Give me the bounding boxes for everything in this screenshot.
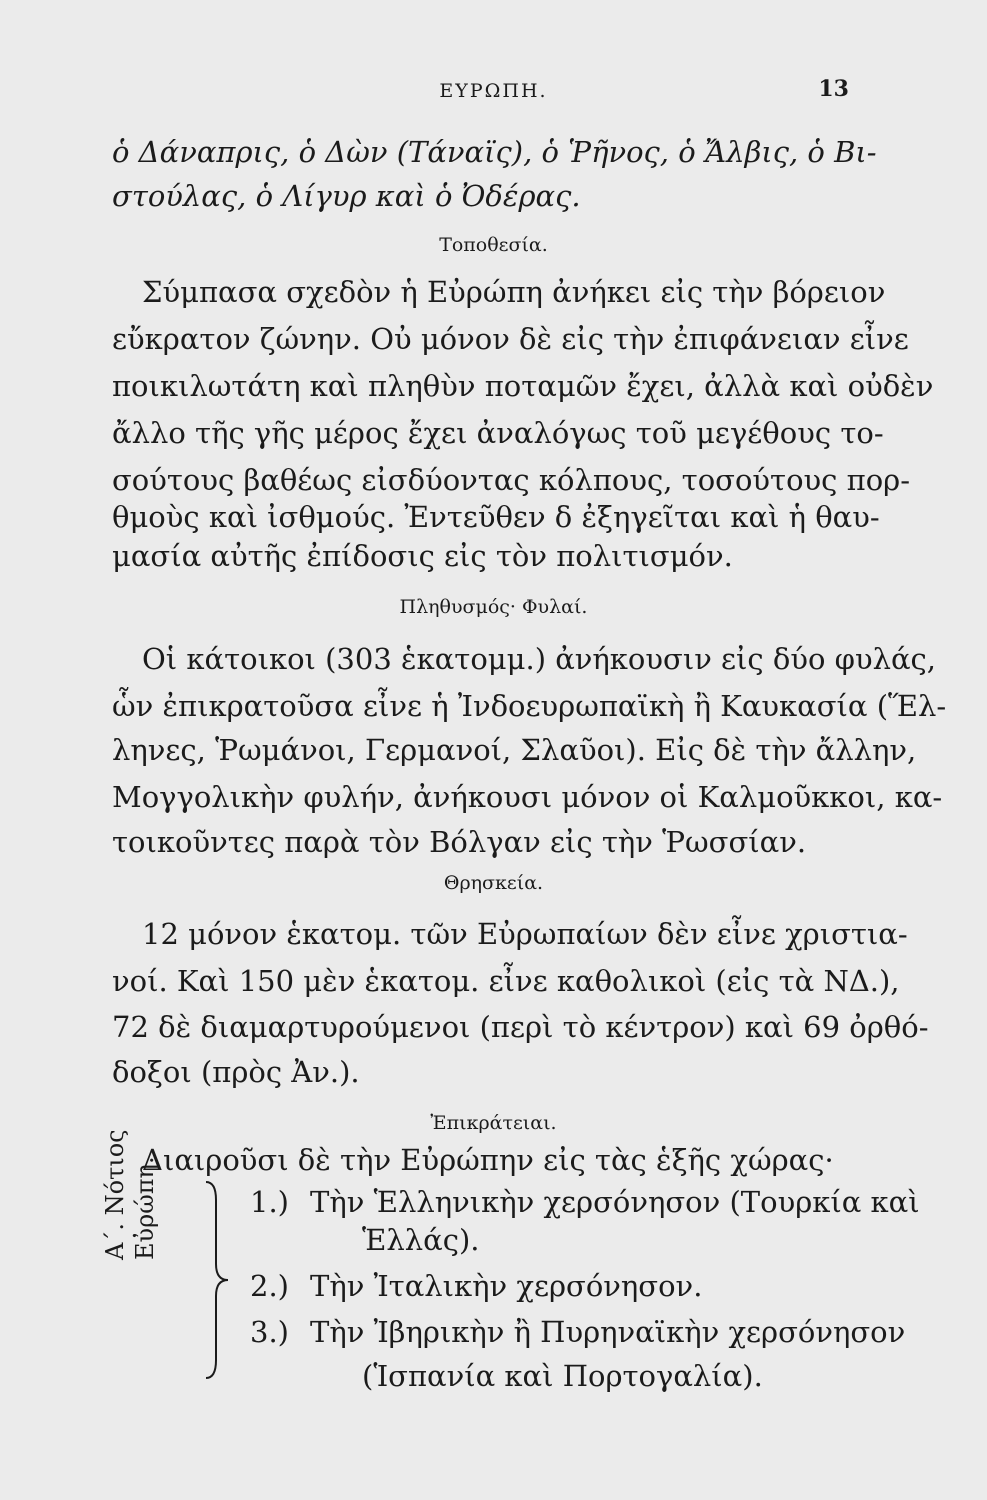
side-label-south-europe	[100, 1040, 160, 1260]
list-item-number: 2.)	[250, 1269, 289, 1303]
text-line: ληνες, Ῥωμάνοι, Γερμανοί, Σλαῦοι). Εἰς δὲ τὴν ἄλλην,	[112, 733, 917, 767]
text-line: 72 δὲ διαμαρτυρούμενοι (περὶ τὸ κέντρον) καὶ 69 ὀρθό-	[112, 1010, 929, 1044]
list-item-number: 3.)	[250, 1315, 289, 1349]
text-line: τοικοῦντες παρὰ τὸν Βόλγαν εἰς τὴν Ῥωσσίαν.	[112, 825, 807, 859]
text-line: Σύμπασα σχεδὸν ἡ Εὐρώπη ἀνήκει εἰς τὴν βόρειον	[142, 275, 886, 309]
list-item-text: Τὴν Ἰβηρικὴν ἢ Πυρηναϊκὴν χερσόνησον	[310, 1315, 906, 1349]
list-item-number: 1.)	[250, 1185, 289, 1219]
text-line: Οἱ κάτοικοι (303 ἑκατομμ.) ἀνήκουσιν εἰς δύο φυλάς,	[142, 642, 937, 676]
running-head: ΕΥΡΩΠΗ.	[439, 80, 548, 102]
section-heading-epikrateiai: Ἐπικράτειαι.	[430, 1112, 557, 1134]
list-item-continuation: (Ἱσπανία καὶ Πορτογαλία).	[362, 1359, 763, 1393]
text-line: ποικιλωτάτη καὶ πληθὺν ποταμῶν ἔχει, ἀλλὰ καὶ οὐδὲν	[112, 369, 934, 403]
list-item-text: Τὴν Ἑλληνικὴν χερσόνησον (Τουρκία καὶ	[310, 1185, 920, 1219]
text-line: ὧν ἐπικρατοῦσα εἶνε ἡ Ἰνδοευρωπαϊκὴ ἢ Καυκασία (Ἕλ-	[112, 689, 947, 723]
list-item	[250, 1310, 906, 1354]
section-heading-plethysmos: Πληθυσμός· Φυλαί.	[399, 596, 588, 618]
list-item	[250, 1264, 850, 1308]
text-line: ἄλλο τῆς γῆς μέρος ἔχει ἀναλόγως τοῦ μεγέθους το-	[112, 416, 884, 450]
text-line: σούτους βαθέως εἰσδύοντας κόλπους, τοσούτους πορ-	[112, 463, 911, 497]
list-item-continuation: Ἑλλάς).	[362, 1223, 480, 1257]
brace-icon	[202, 1180, 232, 1380]
text-line: εὔκρατον ζώνην. Οὐ μόνον δὲ εἰς τὴν ἐπιφάνειαν εἶνε	[112, 322, 909, 356]
side-label-line: Α΄. Νότιος	[101, 1129, 129, 1260]
side-label-line: Εὐρώπη.	[131, 1156, 159, 1260]
text-line: Μογγολικὴν φυλήν, ἀνήκουσι μόνον οἱ Καλμοῦκκοι, κα-	[112, 780, 943, 814]
text-line: ὁ Δάναπρις, ὁ Δὼν (Τάναϊς), ὁ Ῥῆνος, ὁ Ἄλβις, ὁ Βι-	[112, 135, 877, 169]
page-header	[0, 76, 987, 106]
text-line: Διαιροῦσι δὲ τὴν Εὐρώπην εἰς τὰς ἑξῆς χώρας·	[142, 1143, 834, 1177]
section-heading-topothesia: Τοποθεσία.	[439, 234, 548, 256]
text-line: νοί. Καὶ 150 μὲν ἑκατομ. εἶνε καθολικοὶ (εἰς τὰ ΝΔ.),	[112, 964, 900, 998]
list-item-text: Τὴν Ἰταλικὴν χερσόνησον.	[310, 1269, 703, 1303]
text-line: θμοὺς καὶ ἰσθμούς. Ἐντεῦθεν δ ἐξηγεῖται καὶ ἡ θαυ-	[112, 500, 880, 534]
page-number: 13	[818, 76, 849, 102]
text-line: 12 μόνον ἑκατομ. τῶν Εὐρωπαίων δὲν εἶνε χριστια-	[142, 917, 908, 951]
text-line: στούλας, ὁ Λίγυρ καὶ ὁ Ὀδέρας.	[112, 179, 581, 213]
text-line: μασία αὐτῆς ἐπίδοσις εἰς τὸν πολιτισμόν.	[112, 539, 733, 573]
text-line: δοξοι (πρὸς Ἀν.).	[112, 1055, 360, 1089]
section-heading-threskeia: Θρησκεία.	[443, 872, 544, 894]
